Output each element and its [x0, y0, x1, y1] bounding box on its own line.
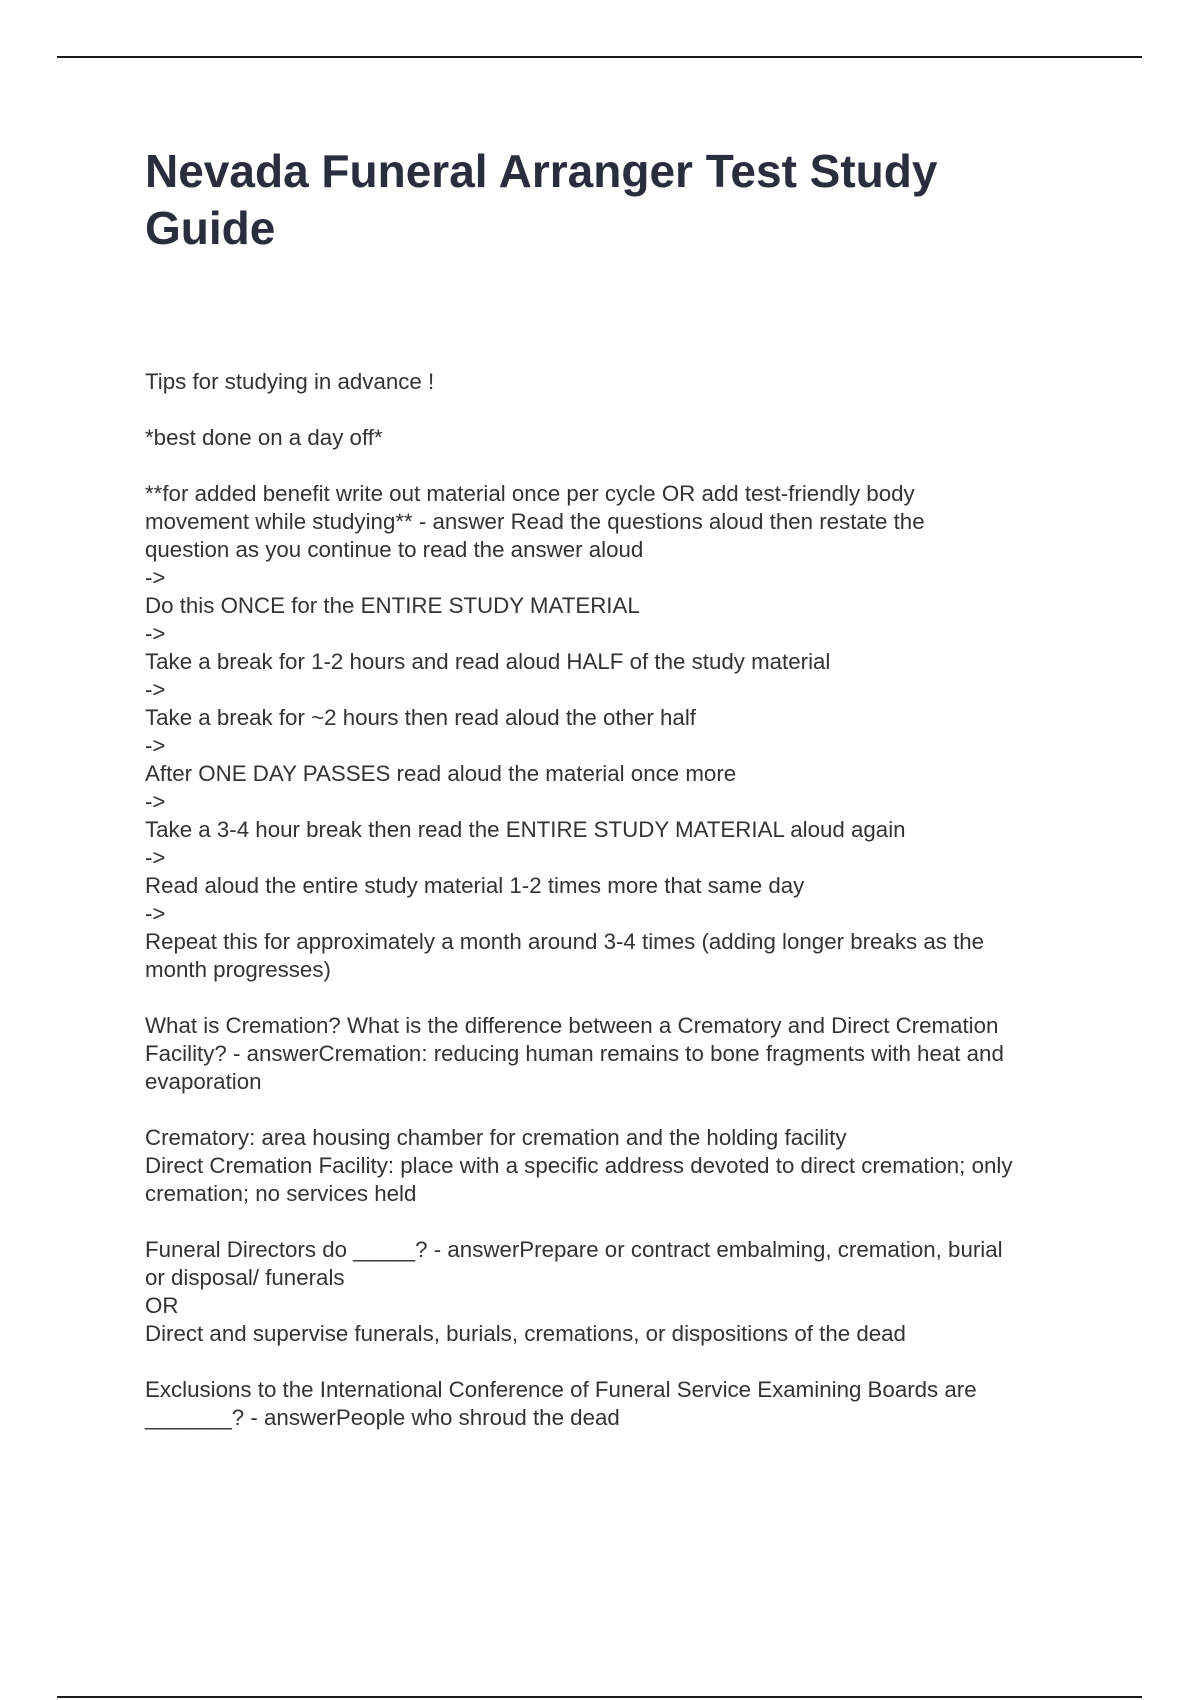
qa-funeral-directors: Funeral Directors do _____? - answerPrepare or contract embalming, cremation, burial or disposal/ funerals OR Direct and supervise funerals, burials, cremations, or dispositions of the dead	[145, 1237, 1003, 1346]
step-text: After ONE DAY PASSES read aloud the material once more	[145, 761, 737, 786]
spacer	[145, 1348, 1095, 1376]
step-text: Read aloud the entire study material 1-2 times more that same day	[145, 873, 805, 898]
step-arrow: ->	[145, 565, 166, 590]
bottom-rule	[57, 1696, 1142, 1698]
spacer	[145, 984, 1095, 1012]
step-arrow: ->	[145, 677, 166, 702]
spacer	[145, 1208, 1095, 1236]
step-text: Take a break for 1-2 hours and read aloud HALF of the study material	[145, 649, 831, 674]
added-benefit-paragraph: **for added benefit write out material once per cycle OR add test-friendly body movement while studying** - answer Read the questions aloud then restate the question as you continue to read the answer aloud	[145, 481, 925, 562]
step-text: Take a break for ~2 hours then read aloud the other half	[145, 705, 696, 730]
step-text: Repeat this for approximately a month around 3-4 times (adding longer breaks as the month progresses)	[145, 929, 985, 982]
step-text: Do this ONCE for the ENTIRE STUDY MATERIAL	[145, 593, 640, 618]
top-rule	[57, 56, 1142, 58]
document-title: Nevada Funeral Arranger Test Study Guide	[145, 145, 938, 254]
qa-cremation-question: What is Cremation? What is the difference between a Crematory and Direct Cremation Facility? - answerCremation: reducing human remains to bone fragments with heat and evaporation	[145, 1013, 1004, 1094]
spacer	[145, 452, 1095, 480]
spacer	[145, 396, 1095, 424]
step-arrow: ->	[145, 845, 166, 870]
qa-cremation-details: Crematory: area housing chamber for cremation and the holding facility Direct Cremation Facility: place with a specific address devoted to direct cremation; only cremation; no services held	[145, 1125, 1013, 1206]
best-done-note: *best done on a day off*	[145, 425, 383, 450]
spacer	[145, 1096, 1095, 1124]
document-body	[145, 368, 1095, 1432]
step-arrow: ->	[145, 789, 166, 814]
qa-exclusions: Exclusions to the International Conference of Funeral Service Examining Boards are _______? - answerPeople who shroud the dead	[145, 1377, 977, 1430]
step-arrow: ->	[145, 621, 166, 646]
step-arrow: ->	[145, 901, 166, 926]
step-text: Take a 3-4 hour break then read the ENTIRE STUDY MATERIAL aloud again	[145, 817, 906, 842]
step-arrow: ->	[145, 733, 166, 758]
tips-heading: Tips for studying in advance !	[145, 369, 435, 394]
